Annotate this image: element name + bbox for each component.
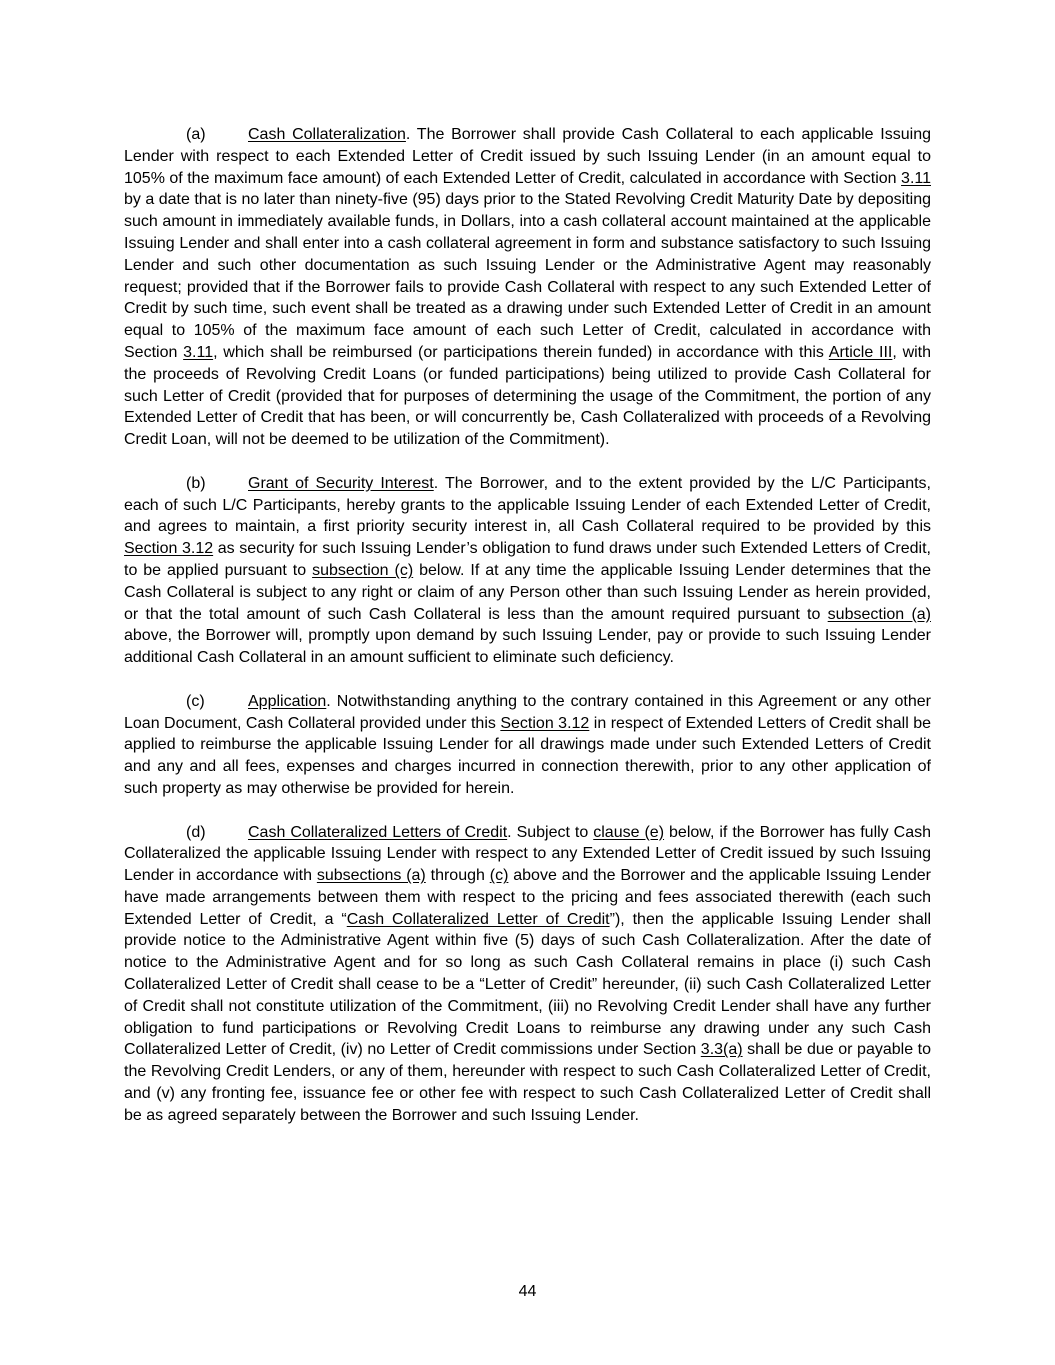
paragraph-b: [124, 473, 931, 669]
section-heading-grant-of-security-interest: Grant of Security Interest: [248, 474, 434, 492]
paragraph-text: above and the Borrower and the applicable Issuing Lender have made arrangements between them with respect to the pricing and fees associated therewith (each such Extended Letter of Credit, a “: [124, 867, 931, 928]
cross-reference: (c): [489, 867, 509, 885]
paragraph-text: . Subject to: [507, 823, 594, 841]
paragraph-d: [124, 822, 931, 1127]
cross-reference: 3.11: [183, 343, 214, 361]
page-number: 44: [518, 1283, 537, 1300]
cross-reference: 3.3(a): [700, 1041, 743, 1059]
paragraph-marker: (c): [186, 692, 205, 710]
paragraph-text: , which shall be reimbursed (or participations therein funded) in accordance with this: [213, 343, 829, 361]
paragraph-text: . The Borrower, and to the extent provided by the L/C Participants, each of such L/C Participants, hereby grants to the applicable Issuing Lender of each Extended Letter of Credit, and agrees to maintain, a first priority security interest in, all Cash Collateral required to be provided by this: [124, 474, 931, 536]
paragraph-text: . The Borrower shall provide Cash Collateral to each applicable Issuing Lender with respect to each Extended Letter of Credit issued by such Issuing Lender (in an amount equal to 105% of the maximum face amount) of each Extended Letter of Credit, calculated in accordance with Section: [124, 126, 931, 187]
paragraph-text: through: [425, 867, 490, 885]
section-heading-application: Application: [248, 692, 327, 710]
paragraph-text: below, if the Borrower has fully Cash Collateralized the applicable Issuing Lender with respect to any Extended Letter of Credit issued by such Issuing Lender in accordance with: [124, 823, 932, 885]
cross-reference: subsections (a): [316, 867, 426, 885]
paragraph-text: by a date that is no later than ninety-five (95) days prior to the Stated Revolving Credit Maturity Date by depositing such amount in immediately available funds, in Dollars, into a cash collateral account maintained at the applicable Issuing Lender and shall enter into a cash collateral agreement in form and substance satisfactory to such Issuing Lender and such other documentation as such Issuing Lender or the Administrative Agent may reasonably request; provided that if the Borrower fails to provide Cash Collateral with respect to any such Extended Letter of Credit by such time, such event shall be treated as a drawing under such Extended Letter of Credit in an amount equal to 105% of the maximum face amount of each such Letter of Credit, calculated in accordance with Section: [124, 191, 931, 361]
paragraph-text: , with the proceeds of Revolving Credit Loans (or funded participations) being utilized to provide Cash Collateral for such Letter of Credit (provided that for purposes of determining the usage of the Commitment, the portion of any Extended Letter of Credit that has been, or will concurrently be, Cash Collateralized with proceeds of a Revolving Credit Loan, will not be deemed to be utilization of the Commitment).: [124, 343, 932, 449]
paragraph-marker: (a): [186, 126, 206, 143]
paragraph-marker: (d): [186, 823, 206, 841]
document-body: [124, 124, 931, 1148]
cross-reference: 3.11: [901, 169, 931, 187]
cross-reference: Section 3.12: [500, 714, 590, 732]
cross-reference: subsection (c): [312, 561, 414, 579]
defined-term: Cash Collateralized Letter of Credit: [346, 910, 610, 928]
paragraph-text: ”), then the applicable Issuing Lender shall provide notice to the Administrative Agent within five (5) days of such Cash Collateralization. After the date of notice to the Administrative Agent and for so long as such Cash Collateral remains in place (i) such Cash Collateralized Letter of Credit shall cease to be a “Letter of Credit” hereunder, (ii) such Cash Collateralized Letter of Credit shall not constitute utilization of the Commitment, (iii) no Revolving Credit Lender shall have any further obligation to fund participations or Revolving Credit Loans to reimburse any drawing under any such Cash Collateralized Letter of Credit, (iv) no Letter of Credit commissions under Section: [124, 910, 931, 1059]
paragraph-text: above, the Borrower will, promptly upon demand by such Issuing Lender, pay or provide to such Issuing Lender additional Cash Collateral in an amount sufficient to eliminate such deficiency.: [124, 627, 931, 667]
paragraph-marker: (b): [186, 474, 206, 492]
paragraph-text: as security for such Issuing Lender’s obligation to fund draws under such Extended Letters of Credit, to be applied pursuant to: [124, 540, 932, 579]
paragraph-text: . Notwithstanding anything to the contrary contained in this Agreement or any other Loan Document, Cash Collateral provided under this: [124, 692, 931, 732]
cross-reference: subsection (a): [827, 605, 931, 623]
paragraph-text: below. If at any time the applicable Issuing Lender determines that the Cash Collateral is subject to any right or claim of any Person other than such Issuing Lender as herein provided, or that the total amount of such Cash Collateral is less than the amount required pursuant to: [124, 561, 932, 623]
cross-reference: clause (e): [593, 823, 665, 841]
paragraph-text: in respect of Extended Letters of Credit shall be applied to reimburse the applicable Issuing Lender for all drawings made under such Extended Letters of Credit and any and all fees, expenses and charges incurred in connection therewith, prior to any other application of such property as may otherwise be provided for herein.: [124, 714, 932, 797]
paragraph-c: [124, 691, 931, 800]
paragraph-a: [124, 124, 931, 451]
section-heading-cash-collateralized-letters-of-credit: Cash Collateralized Letters of Credit: [248, 823, 508, 841]
paragraph-text: shall be due or payable to the Revolving Credit Lenders, or any of them, hereunder with respect to such Cash Collateralized Letter of Credit, and (v) any fronting fee, issuance fee or other fee with respect to such Cash Collateralized Letter of Credit shall be as agreed separately between the Borrower and such Issuing Lender.: [124, 1041, 932, 1124]
section-heading-cash-collateralization: Cash Collateralization: [248, 126, 406, 143]
cross-reference: Section 3.12: [124, 540, 214, 558]
cross-reference: Article III: [828, 343, 893, 361]
